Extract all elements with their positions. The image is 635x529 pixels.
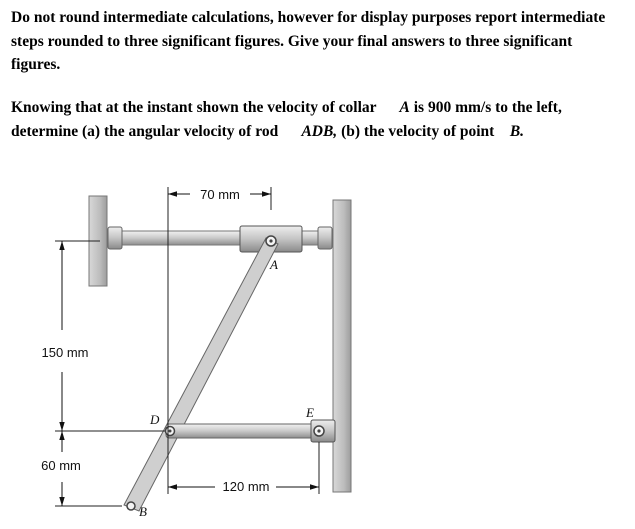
problem-text-2: is 900 mm/s to the left, xyxy=(413,99,562,116)
dim-120-label: 120 mm xyxy=(222,479,270,494)
point-symbol: B. xyxy=(509,123,525,140)
instructions-line-1: Do not round intermediate calculations, however for display purposes report intermediate xyxy=(11,9,606,26)
label-B: B xyxy=(139,504,147,519)
dim-150-label: 150 mm xyxy=(41,345,89,360)
label-E: E xyxy=(306,405,314,420)
problem-text-4: (b) the velocity of point xyxy=(341,123,495,140)
rod-symbol: ADB, xyxy=(301,123,338,140)
instructions-line-2: steps rounded to three significant figures. Give your final answers to three significant xyxy=(11,32,573,50)
rod-ADB xyxy=(124,238,278,511)
dim-60-label: 60 mm xyxy=(41,458,81,473)
instructions-line-3: figures. xyxy=(11,56,61,73)
right-wall xyxy=(333,200,351,492)
problem-text-3: determine (a) the angular velocity of rod xyxy=(11,123,279,140)
problem-text-1: Knowing that at the instant shown the velocity of collar xyxy=(11,99,377,116)
left-mount xyxy=(108,227,122,249)
label-D: D xyxy=(150,412,160,427)
dim-70-label: 70 mm xyxy=(200,187,240,202)
rod-DE xyxy=(166,424,324,438)
label-A: A xyxy=(270,257,278,272)
right-mount xyxy=(318,227,332,249)
pin-B xyxy=(127,502,135,510)
collar-symbol: A xyxy=(399,99,410,116)
